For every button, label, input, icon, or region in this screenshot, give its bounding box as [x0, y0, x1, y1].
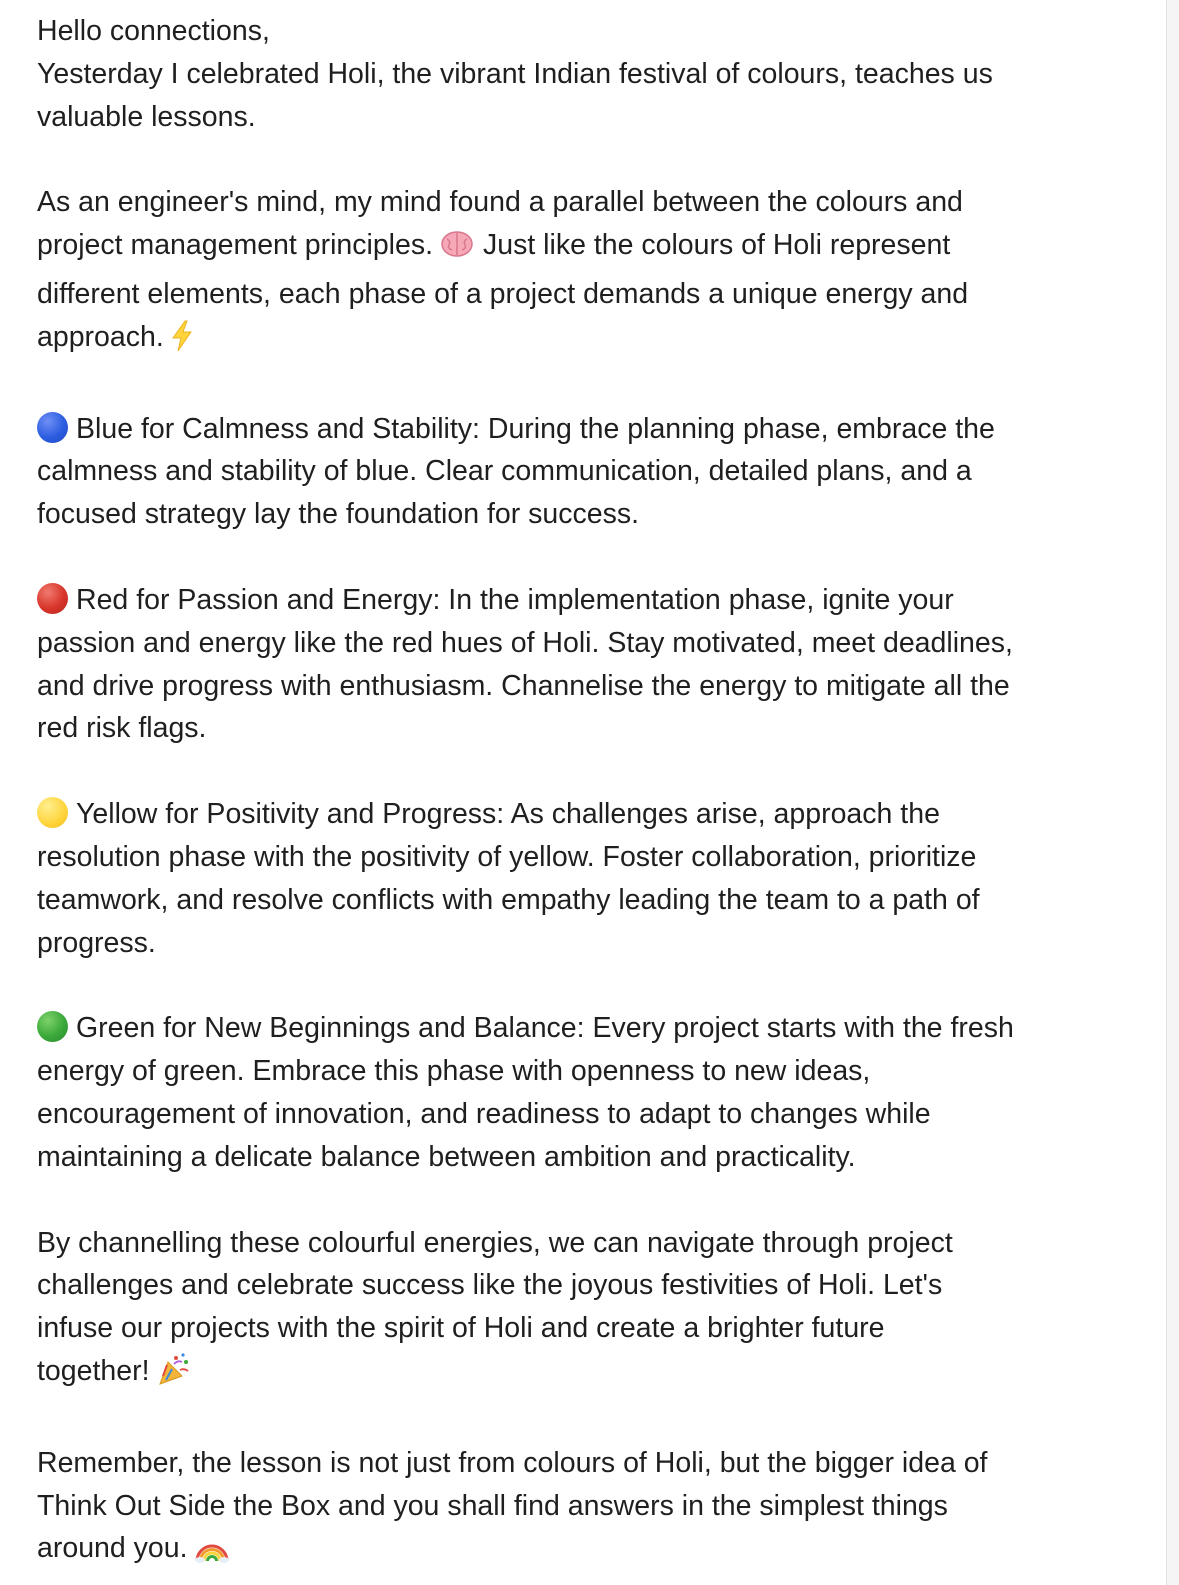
- channelling-paragraph: [37, 1222, 1152, 1399]
- yellow-circle-icon: [37, 797, 68, 828]
- party-popper-icon: [156, 1352, 192, 1399]
- blue-paragraph: [37, 408, 1152, 536]
- text-line: [37, 224, 1152, 273]
- text-line: [37, 793, 1152, 836]
- text-line: passion and energy like the red hues of Holi. Stay motivated, meet deadlines,: [37, 626, 1013, 659]
- text-segment: Yellow for Positivity and Progress: As challenges arise, approach the: [76, 798, 940, 831]
- text-segment: Green for New Beginnings and Balance: Every project starts with the fresh: [76, 1012, 1014, 1045]
- text-segment: Red for Passion and Energy: In the implementation phase, ignite your: [76, 583, 954, 616]
- text-line: maintaining a delicate balance between ambition and practicality.: [37, 1140, 856, 1173]
- text-segment: around you.: [37, 1532, 188, 1565]
- text-line: calmness and stability of blue. Clear communication, detailed plans, and a: [37, 455, 972, 488]
- greeting-line: Hello connections,: [37, 15, 270, 47]
- green-paragraph: [37, 1007, 1152, 1178]
- text-line: As an engineer's mind, my mind found a parallel between the colours and: [37, 186, 963, 219]
- text-line: Think Out Side the Box and you shall find answers in the simplest things: [37, 1489, 948, 1522]
- brain-icon: [439, 228, 475, 273]
- red-circle-icon: [37, 583, 68, 614]
- text-line: energy of green. Embrace this phase with openness to new ideas,: [37, 1055, 871, 1088]
- intro-paragraph: [37, 10, 1152, 138]
- text-line: [37, 316, 1152, 365]
- text-line: and drive progress with enthusiasm. Channelise the energy to mitigate all the: [37, 669, 1010, 702]
- green-circle-icon: [37, 1011, 68, 1042]
- lightning-icon: [170, 320, 194, 365]
- text-line: valuable lessons.: [37, 100, 256, 133]
- text-segment: approach.: [37, 320, 164, 353]
- post-body: [37, 10, 1152, 1576]
- text-line: resolution phase with the positivity of yellow. Foster collaboration, prioritize: [37, 840, 977, 873]
- text-line: Yesterday I celebrated Holi, the vibrant Indian festival of colours, teaches us: [37, 57, 993, 90]
- text-segment: together!: [37, 1354, 150, 1387]
- text-line: Remember, the lesson is not just from colours of Holi, but the bigger idea of: [37, 1446, 988, 1479]
- text-line: challenges and celebrate success like the joyous festivities of Holi. Let's: [37, 1269, 943, 1302]
- text-line: red risk flags.: [37, 712, 207, 745]
- text-line: infuse our projects with the spirit of Holi and create a brighter future: [37, 1312, 885, 1345]
- engineer-paragraph: [37, 181, 1152, 364]
- text-line: [37, 579, 1152, 622]
- text-line: [37, 1007, 1152, 1050]
- text-line: teamwork, and resolve conflicts with empathy leading the team to a path of: [37, 883, 980, 916]
- text-segment: project management principles.: [37, 229, 434, 262]
- text-line: [37, 408, 1152, 451]
- text-segment: Blue for Calmness and Stability: During the planning phase, embrace the: [76, 412, 995, 445]
- blue-circle-icon: [37, 412, 68, 443]
- text-line: encouragement of innovation, and readiness to adapt to changes while: [37, 1097, 931, 1130]
- text-line: focused strategy lay the foundation for success.: [37, 498, 640, 531]
- text-line: different elements, each phase of a project demands a unique energy and: [37, 277, 969, 310]
- rainbow-icon: [194, 1533, 230, 1576]
- text-line: [37, 1527, 1152, 1576]
- red-paragraph: [37, 579, 1152, 750]
- text-line: progress.: [37, 926, 156, 959]
- remember-paragraph: [37, 1442, 1152, 1576]
- text-line: By channelling these colourful energies, we can navigate through project: [37, 1226, 953, 1259]
- yellow-paragraph: [37, 793, 1152, 964]
- text-segment: Just like the colours of Holi represent: [482, 229, 951, 262]
- text-line: [37, 1350, 1152, 1399]
